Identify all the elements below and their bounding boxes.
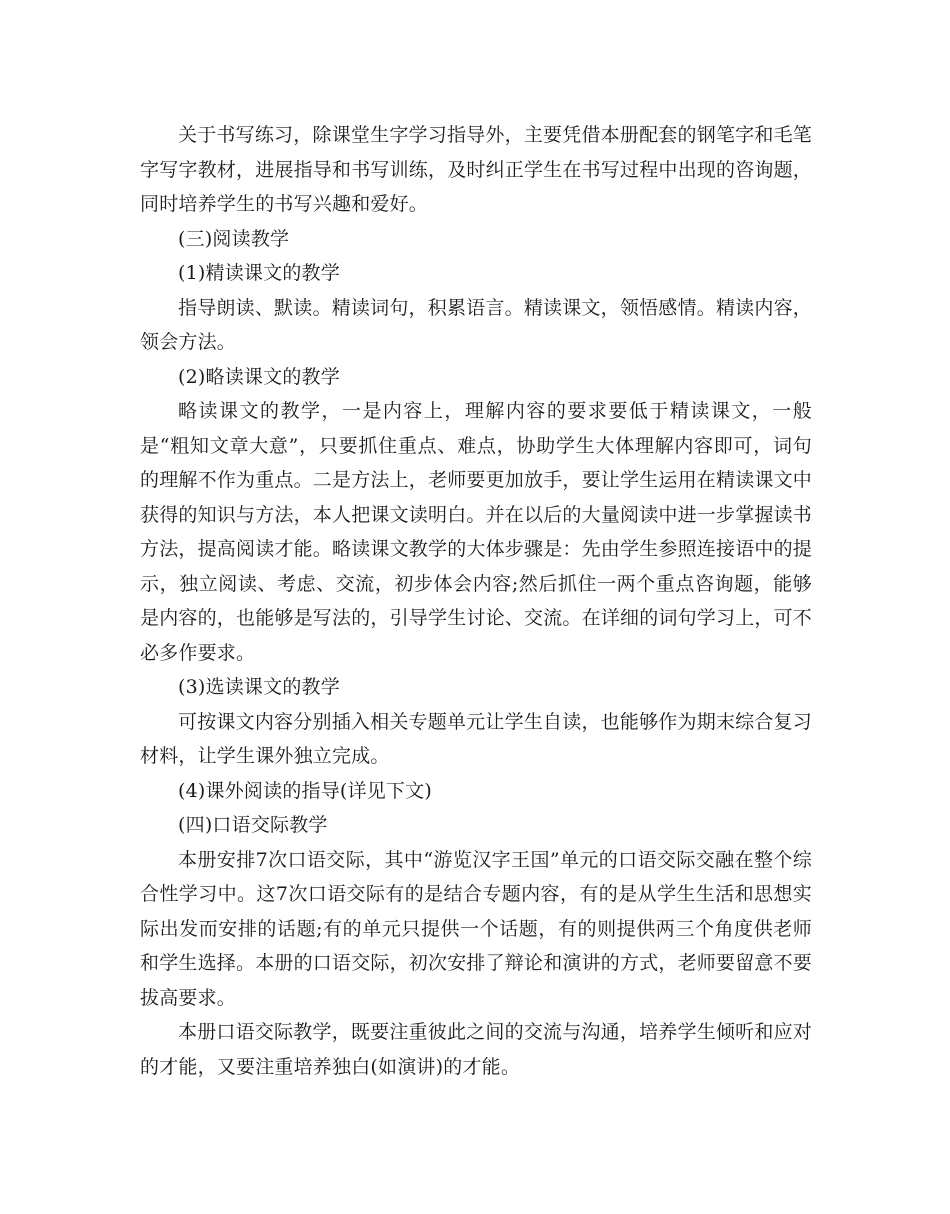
heading-selective-reading: (3)选读课文的教学 [178, 676, 340, 698]
paragraph-selective-reading: 可按课文内容分别插入相关专题单元让学生自读，也能够作为期末综合复习材料，让学生课外独立完成。 [140, 710, 812, 767]
paragraph-oral-communication-teaching: 本册口语交际教学，既要注重彼此之间的交流与沟通，培养学生倾听和应对的才能，又要注重培养独白(如演讲)的才能。 [140, 1021, 812, 1078]
heading-oral-communication: (四)口语交际教学 [178, 814, 328, 836]
document-body [140, 118, 812, 1084]
paragraph-writing-practice: 关于书写练习，除课堂生字学习指导外，主要凭借本册配套的钢笔字和毛笔字写字教材，进展指导和书写训练，及时纠正学生在书写过程中出现的咨询题，同时培养学生的书写兴趣和爱好。 [140, 124, 813, 215]
heading-extracurricular-reading: (4)课外阅读的指导(详见下文) [178, 779, 432, 802]
paragraph-skim-reading: 略读课文的教学，一是内容上，理解内容的要求要低于精读课文，一般是“粗知文章大意”，只要抓住重点、难点，协助学生大体理解内容即可，词句的理解不作为重点。二是方法上，老师要更加放手，要让学生运用在精读课文中获得的知识与方法，本人把课文读明白。并在以后的大量阅读中进一步掌握读书方法，提高阅读才能。略读课文教学的大体步骤是：先由学生参照连接语中的提示，独立阅读、考虑、交流，初步体会内容;然后抓住一两个重点咨询题，能够是内容的，也能够是写法的，引导学生讨论、交流。在详细的词句学习上，可不必多作要求。 [140, 400, 813, 664]
heading-intensive-reading: (1)精读课文的教学 [178, 262, 340, 284]
heading-skim-reading: (2)略读课文的教学 [178, 365, 340, 388]
heading-reading-teaching: (三)阅读教学 [178, 227, 290, 250]
paragraph-intensive-reading: 指导朗读、默读。精读词句，积累语言。精读课文，领悟感情。精读内容，领会方法。 [140, 296, 812, 353]
paragraph-oral-communication-arrangement: 本册安排7次口语交际，其中“游览汉字王国”单元的口语交际交融在整个综合性学习中。这7次口语交际有的是结合专题内容，有的是从学生生活和思想实际出发而安排的话题;有的单元只提供一个话题，有的则提供两三个角度供老师和学生选择。本册的口语交际，初次安排了辩论和演讲的方式，老师要留意不要拔高要求。 [140, 848, 813, 1009]
